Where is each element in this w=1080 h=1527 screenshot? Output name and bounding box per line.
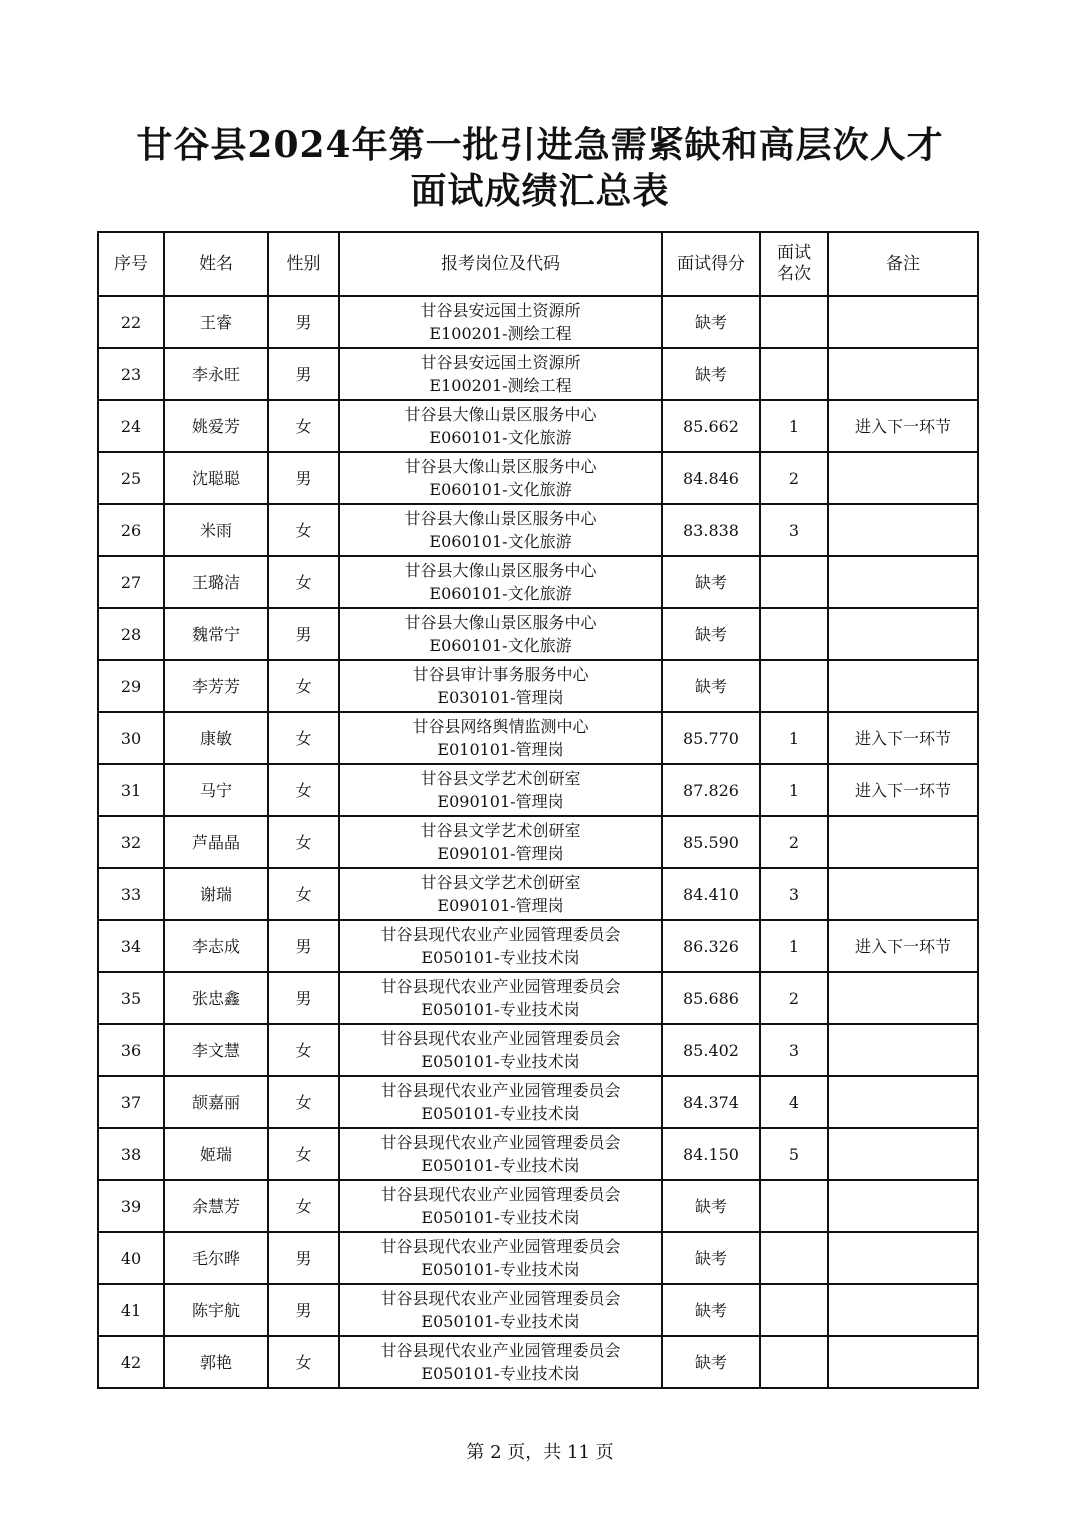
header-gender: 性别 [268, 232, 339, 296]
position-org: 甘谷县现代农业产业园管理委员会 [380, 1185, 621, 1204]
cell-name: 王睿 [164, 296, 268, 348]
cell-position [339, 1076, 662, 1128]
position-org: 甘谷县现代农业产业园管理委员会 [380, 1237, 621, 1256]
cell-gender: 女 [268, 660, 339, 712]
position-code: E050101-专业技术岗 [421, 1208, 580, 1227]
position-code: E050101-专业技术岗 [421, 1104, 580, 1123]
position-code: E050101-专业技术岗 [421, 1000, 580, 1019]
cell-index: 42 [98, 1336, 164, 1388]
cell-name: 米雨 [164, 504, 268, 556]
cell-gender: 男 [268, 1232, 339, 1284]
position-org: 甘谷县现代农业产业园管理委员会 [380, 1341, 621, 1360]
position-code: E100201-测绘工程 [429, 376, 572, 395]
cell-remark [828, 296, 978, 348]
header-rank [760, 232, 828, 296]
position-org: 甘谷县现代农业产业园管理委员会 [380, 1029, 621, 1048]
cell-name: 李永旺 [164, 348, 268, 400]
position-org: 甘谷县现代农业产业园管理委员会 [380, 1081, 621, 1100]
cell-score: 缺考 [662, 1284, 760, 1336]
cell-gender: 女 [268, 1128, 339, 1180]
cell-position [339, 556, 662, 608]
cell-name: 魏常宁 [164, 608, 268, 660]
position-org: 甘谷县大像山景区服务中心 [404, 561, 597, 580]
table-row [98, 972, 978, 1024]
cell-remark [828, 1232, 978, 1284]
cell-rank: 1 [760, 712, 828, 764]
cell-score: 84.410 [662, 868, 760, 920]
position-org: 甘谷县大像山景区服务中心 [404, 457, 597, 476]
cell-remark [828, 1180, 978, 1232]
position-org: 甘谷县现代农业产业园管理委员会 [380, 1289, 621, 1308]
table-row [98, 1076, 978, 1128]
cell-name: 郭艳 [164, 1336, 268, 1388]
cell-rank: 2 [760, 816, 828, 868]
cell-rank: 1 [760, 764, 828, 816]
cell-position [339, 452, 662, 504]
cell-rank: 2 [760, 452, 828, 504]
cell-position [339, 712, 662, 764]
position-code: E050101-专业技术岗 [421, 1156, 580, 1175]
table-row [98, 452, 978, 504]
cell-rank: 3 [760, 1024, 828, 1076]
cell-index: 25 [98, 452, 164, 504]
position-code: E100201-测绘工程 [429, 324, 572, 343]
cell-name: 姬瑞 [164, 1128, 268, 1180]
header-rank-line-2: 名次 [777, 264, 811, 284]
table-row [98, 504, 978, 556]
cell-gender: 女 [268, 1336, 339, 1388]
position-org: 甘谷县文学艺术创研室 [420, 769, 581, 788]
cell-gender: 女 [268, 1024, 339, 1076]
table-row [98, 1336, 978, 1388]
cell-score: 缺考 [662, 1232, 760, 1284]
cell-gender: 男 [268, 608, 339, 660]
cell-score: 缺考 [662, 608, 760, 660]
table-row [98, 296, 978, 348]
cell-index: 28 [98, 608, 164, 660]
cell-score: 84.150 [662, 1128, 760, 1180]
cell-remark [828, 556, 978, 608]
cell-score: 84.374 [662, 1076, 760, 1128]
cell-remark [828, 868, 978, 920]
table-row [98, 1232, 978, 1284]
cell-score: 87.826 [662, 764, 760, 816]
cell-index: 34 [98, 920, 164, 972]
cell-remark: 进入下一环节 [828, 764, 978, 816]
cell-name: 康敏 [164, 712, 268, 764]
cell-remark [828, 504, 978, 556]
position-org: 甘谷县大像山景区服务中心 [404, 509, 597, 528]
page-number: 第 2 页，共 11 页 [466, 1442, 614, 1463]
cell-rank: 4 [760, 1076, 828, 1128]
cell-name: 沈聪聪 [164, 452, 268, 504]
cell-gender: 女 [268, 764, 339, 816]
cell-score: 缺考 [662, 1180, 760, 1232]
header-position: 报考岗位及代码 [339, 232, 662, 296]
cell-rank: 1 [760, 400, 828, 452]
cell-rank: 2 [760, 972, 828, 1024]
table-row [98, 1128, 978, 1180]
position-code: E050101-专业技术岗 [421, 1052, 580, 1071]
document-title [0, 122, 1080, 214]
cell-index: 37 [98, 1076, 164, 1128]
position-code: E090101-管理岗 [437, 844, 564, 863]
table-header-row [98, 232, 978, 296]
cell-name: 马宁 [164, 764, 268, 816]
cell-position [339, 868, 662, 920]
cell-rank [760, 556, 828, 608]
cell-index: 40 [98, 1232, 164, 1284]
cell-score: 85.662 [662, 400, 760, 452]
cell-name: 毛尔晔 [164, 1232, 268, 1284]
table-row [98, 764, 978, 816]
cell-score: 缺考 [662, 660, 760, 712]
title-line-2: 面试成绩汇总表 [410, 170, 670, 212]
cell-rank: 1 [760, 920, 828, 972]
position-code: E010101-管理岗 [437, 740, 564, 759]
cell-index: 32 [98, 816, 164, 868]
table-row [98, 348, 978, 400]
cell-position [339, 1180, 662, 1232]
cell-score: 85.590 [662, 816, 760, 868]
cell-gender: 女 [268, 1180, 339, 1232]
table-row [98, 1284, 978, 1336]
cell-gender: 女 [268, 816, 339, 868]
cell-gender: 男 [268, 1284, 339, 1336]
cell-gender: 女 [268, 712, 339, 764]
cell-name: 陈宇航 [164, 1284, 268, 1336]
position-code: E060101-文化旅游 [429, 636, 572, 655]
position-code: E030101-管理岗 [437, 688, 564, 707]
cell-position [339, 1024, 662, 1076]
cell-remark [828, 1284, 978, 1336]
cell-position [339, 660, 662, 712]
position-code: E050101-专业技术岗 [421, 1364, 580, 1383]
cell-index: 31 [98, 764, 164, 816]
table-row [98, 712, 978, 764]
cell-position [339, 504, 662, 556]
cell-remark [828, 1076, 978, 1128]
cell-score: 缺考 [662, 296, 760, 348]
cell-position [339, 1128, 662, 1180]
cell-remark [828, 816, 978, 868]
table-row [98, 608, 978, 660]
cell-rank [760, 1232, 828, 1284]
table-body [98, 296, 978, 1388]
cell-index: 38 [98, 1128, 164, 1180]
cell-name: 余慧芳 [164, 1180, 268, 1232]
cell-rank: 3 [760, 504, 828, 556]
position-org: 甘谷县文学艺术创研室 [420, 873, 581, 892]
position-org: 甘谷县文学艺术创研室 [420, 821, 581, 840]
position-org: 甘谷县现代农业产业园管理委员会 [380, 925, 621, 944]
cell-score: 83.838 [662, 504, 760, 556]
cell-rank [760, 296, 828, 348]
cell-rank: 3 [760, 868, 828, 920]
cell-name: 颉嘉丽 [164, 1076, 268, 1128]
cell-score: 85.770 [662, 712, 760, 764]
cell-gender: 男 [268, 972, 339, 1024]
cell-remark [828, 972, 978, 1024]
cell-index: 26 [98, 504, 164, 556]
cell-score: 85.686 [662, 972, 760, 1024]
cell-gender: 男 [268, 348, 339, 400]
header-name: 姓名 [164, 232, 268, 296]
position-code: E090101-管理岗 [437, 792, 564, 811]
cell-rank [760, 660, 828, 712]
cell-rank [760, 1336, 828, 1388]
cell-gender: 女 [268, 400, 339, 452]
cell-score: 缺考 [662, 556, 760, 608]
cell-remark: 进入下一环节 [828, 712, 978, 764]
position-code: E060101-文化旅游 [429, 480, 572, 499]
cell-name: 王璐洁 [164, 556, 268, 608]
header-index: 序号 [98, 232, 164, 296]
cell-index: 41 [98, 1284, 164, 1336]
table-row [98, 556, 978, 608]
position-org: 甘谷县大像山景区服务中心 [404, 405, 597, 424]
cell-gender: 女 [268, 1076, 339, 1128]
cell-position [339, 972, 662, 1024]
cell-index: 36 [98, 1024, 164, 1076]
cell-name: 姚爱芳 [164, 400, 268, 452]
cell-name: 李志成 [164, 920, 268, 972]
cell-remark [828, 348, 978, 400]
cell-score: 85.402 [662, 1024, 760, 1076]
position-org: 甘谷县安远国土资源所 [420, 353, 581, 372]
position-code: E090101-管理岗 [437, 896, 564, 915]
cell-name: 芦晶晶 [164, 816, 268, 868]
header-score: 面试得分 [662, 232, 760, 296]
cell-position [339, 920, 662, 972]
position-org: 甘谷县安远国土资源所 [420, 301, 581, 320]
cell-index: 30 [98, 712, 164, 764]
table-row [98, 816, 978, 868]
cell-gender: 女 [268, 556, 339, 608]
cell-remark [828, 452, 978, 504]
cell-remark [828, 608, 978, 660]
cell-remark: 进入下一环节 [828, 400, 978, 452]
cell-rank: 5 [760, 1128, 828, 1180]
cell-remark [828, 1128, 978, 1180]
cell-name: 张忠鑫 [164, 972, 268, 1024]
cell-index: 39 [98, 1180, 164, 1232]
table-row [98, 1024, 978, 1076]
cell-position [339, 816, 662, 868]
header-rank-line-1: 面试 [777, 243, 811, 263]
table-row [98, 920, 978, 972]
table-row [98, 1180, 978, 1232]
position-code: E050101-专业技术岗 [421, 1260, 580, 1279]
title-line-1: 甘谷县2024年第一批引进急需紧缺和高层次人才 [136, 124, 944, 166]
table-row [98, 660, 978, 712]
cell-index: 27 [98, 556, 164, 608]
cell-position [339, 1336, 662, 1388]
cell-index: 24 [98, 400, 164, 452]
interview-score-table [97, 231, 979, 1389]
cell-rank [760, 348, 828, 400]
cell-index: 33 [98, 868, 164, 920]
cell-position [339, 1284, 662, 1336]
cell-index: 35 [98, 972, 164, 1024]
cell-position [339, 764, 662, 816]
cell-gender: 女 [268, 504, 339, 556]
position-code: E060101-文化旅游 [429, 584, 572, 603]
position-code: E050101-专业技术岗 [421, 948, 580, 967]
position-code: E050101-专业技术岗 [421, 1312, 580, 1331]
table-row [98, 868, 978, 920]
cell-position [339, 400, 662, 452]
position-org: 甘谷县现代农业产业园管理委员会 [380, 1133, 621, 1152]
cell-name: 李文慧 [164, 1024, 268, 1076]
cell-rank [760, 1284, 828, 1336]
position-org: 甘谷县现代农业产业园管理委员会 [380, 977, 621, 996]
position-code: E060101-文化旅游 [429, 428, 572, 447]
cell-remark [828, 1336, 978, 1388]
cell-position [339, 1232, 662, 1284]
cell-score: 84.846 [662, 452, 760, 504]
position-code: E060101-文化旅游 [429, 532, 572, 551]
cell-score: 86.326 [662, 920, 760, 972]
position-org: 甘谷县大像山景区服务中心 [404, 613, 597, 632]
cell-position [339, 608, 662, 660]
cell-rank [760, 608, 828, 660]
cell-name: 谢瑞 [164, 868, 268, 920]
cell-index: 22 [98, 296, 164, 348]
cell-position [339, 348, 662, 400]
cell-name: 李芳芳 [164, 660, 268, 712]
cell-score: 缺考 [662, 1336, 760, 1388]
cell-position [339, 296, 662, 348]
cell-gender: 男 [268, 296, 339, 348]
cell-gender: 男 [268, 920, 339, 972]
cell-remark [828, 1024, 978, 1076]
cell-rank [760, 1180, 828, 1232]
cell-index: 29 [98, 660, 164, 712]
header-remark: 备注 [828, 232, 978, 296]
cell-gender: 女 [268, 868, 339, 920]
table-row [98, 400, 978, 452]
cell-index: 23 [98, 348, 164, 400]
position-org: 甘谷县审计事务服务中心 [412, 665, 589, 684]
cell-gender: 男 [268, 452, 339, 504]
cell-remark: 进入下一环节 [828, 920, 978, 972]
position-org: 甘谷县网络舆情监测中心 [412, 717, 589, 736]
cell-remark [828, 660, 978, 712]
cell-score: 缺考 [662, 348, 760, 400]
